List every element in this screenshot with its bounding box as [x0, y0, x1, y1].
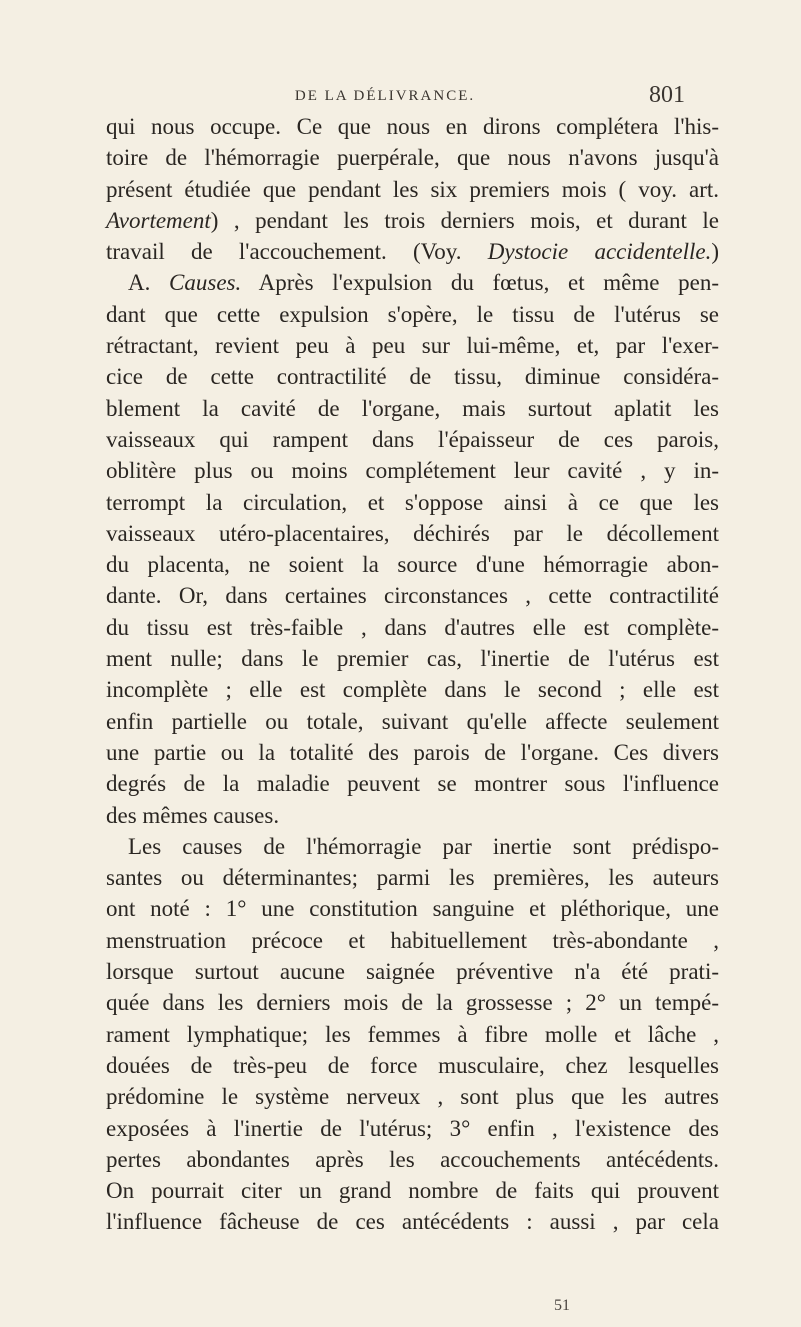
text-line: exposées à l'inertie de l'utérus; 3° enfin , l'existence des	[106, 1115, 719, 1141]
text-line: douées de très-peu de force musculaire, chez lesquelles	[106, 1052, 719, 1078]
text-line: cice de cette contractilité de tissu, diminue considéra-	[106, 364, 719, 390]
text-line: enfin partielle ou totale, suivant qu'elle affecte seulement	[106, 708, 719, 734]
page-number: 801	[649, 82, 685, 108]
text-line: oblitère plus ou moins complétement leur cavité , y in-	[106, 458, 719, 484]
italic-term: Dystocie accidentelle.	[487, 239, 712, 265]
text-line: une partie ou la totalité des parois de l'organe. Ces divers	[106, 739, 719, 765]
text-line: prédomine le système nerveux , sont plus que les autres	[106, 1084, 719, 1110]
body-text	[106, 111, 719, 1238]
text-line: quée dans les derniers mois de la grossesse ; 2° un tempé-	[106, 990, 719, 1016]
text-line: ont noté : 1° une constitution sanguine et pléthorique, une	[106, 896, 719, 922]
text-line: Avortement) , pendant les trois derniers mois, et durant le	[106, 207, 719, 233]
text-line: incomplète ; elle est complète dans le second ; elle est	[106, 677, 719, 703]
text-line: l'influence fâcheuse de ces antécédents : aussi , par cela	[106, 1209, 719, 1235]
text-line: blement la cavité de l'organe, mais surtout aplatit les	[106, 395, 719, 421]
text-line: lorsque surtout aucune saignée préventive n'a été prati-	[106, 959, 719, 985]
text-line: rétractant, revient peu à peu sur lui-même, et, par l'exer-	[106, 333, 719, 359]
text-line: rament lymphatique; les femmes à fibre molle et lâche ,	[106, 1021, 719, 1047]
text-line: du tissu est très-faible , dans d'autres elle est complète-	[106, 614, 719, 640]
text-line: ment nulle; dans le premier cas, l'inertie de l'utérus est	[106, 646, 719, 672]
text-line: pertes abondantes après les accouchements antécédents.	[106, 1146, 719, 1172]
text-line: degrés de la maladie peuvent se montrer sous l'influence	[106, 771, 719, 797]
text-line: toire de l'hémorragie puerpérale, que nous n'avons jusqu'à	[106, 145, 719, 171]
text-line: Les causes de l'hémorragie par inertie sont prédispo-	[128, 833, 719, 859]
text-line: On pourrait citer un grand nombre de faits qui prouvent	[106, 1178, 719, 1204]
text-line: du placenta, ne soient la source d'une hémorragie abon-	[106, 552, 719, 578]
text-line: terrompt la circulation, et s'oppose ainsi à ce que les	[106, 489, 719, 515]
text-line: vaisseaux qui rampent dans l'épaisseur de ces parois,	[106, 426, 719, 452]
text-line: dante. Or, dans certaines circonstances , cette contractilité	[106, 583, 719, 609]
text-line: santes ou déterminantes; parmi les premières, les auteurs	[106, 865, 719, 891]
italic-term: Causes.	[169, 270, 242, 296]
text-line: vaisseaux utéro-placentaires, déchirés par le décollement	[106, 520, 719, 546]
text-line: dant que cette expulsion s'opère, le tissu de l'utérus se	[106, 301, 719, 327]
italic-term: Avortement	[106, 207, 211, 233]
text-line: A. Causes. Après l'expulsion du fœtus, et même pen-	[128, 270, 719, 296]
text-line: qui nous occupe. Ce que nous en dirons complétera l'his-	[106, 114, 719, 139]
text-line: des mêmes causes.	[106, 802, 280, 828]
signature-mark: 51	[554, 1297, 570, 1314]
text-line: menstruation précoce et habituellement très-abondante ,	[106, 927, 719, 953]
text-line: travail de l'accouchement. (Voy. Dystocie accidentelle.)	[106, 239, 719, 265]
text-line: présent étudiée que pendant les six premiers mois ( voy. art.	[106, 176, 719, 202]
running-title: DE LA DÉLIVRANCE.	[294, 88, 476, 104]
